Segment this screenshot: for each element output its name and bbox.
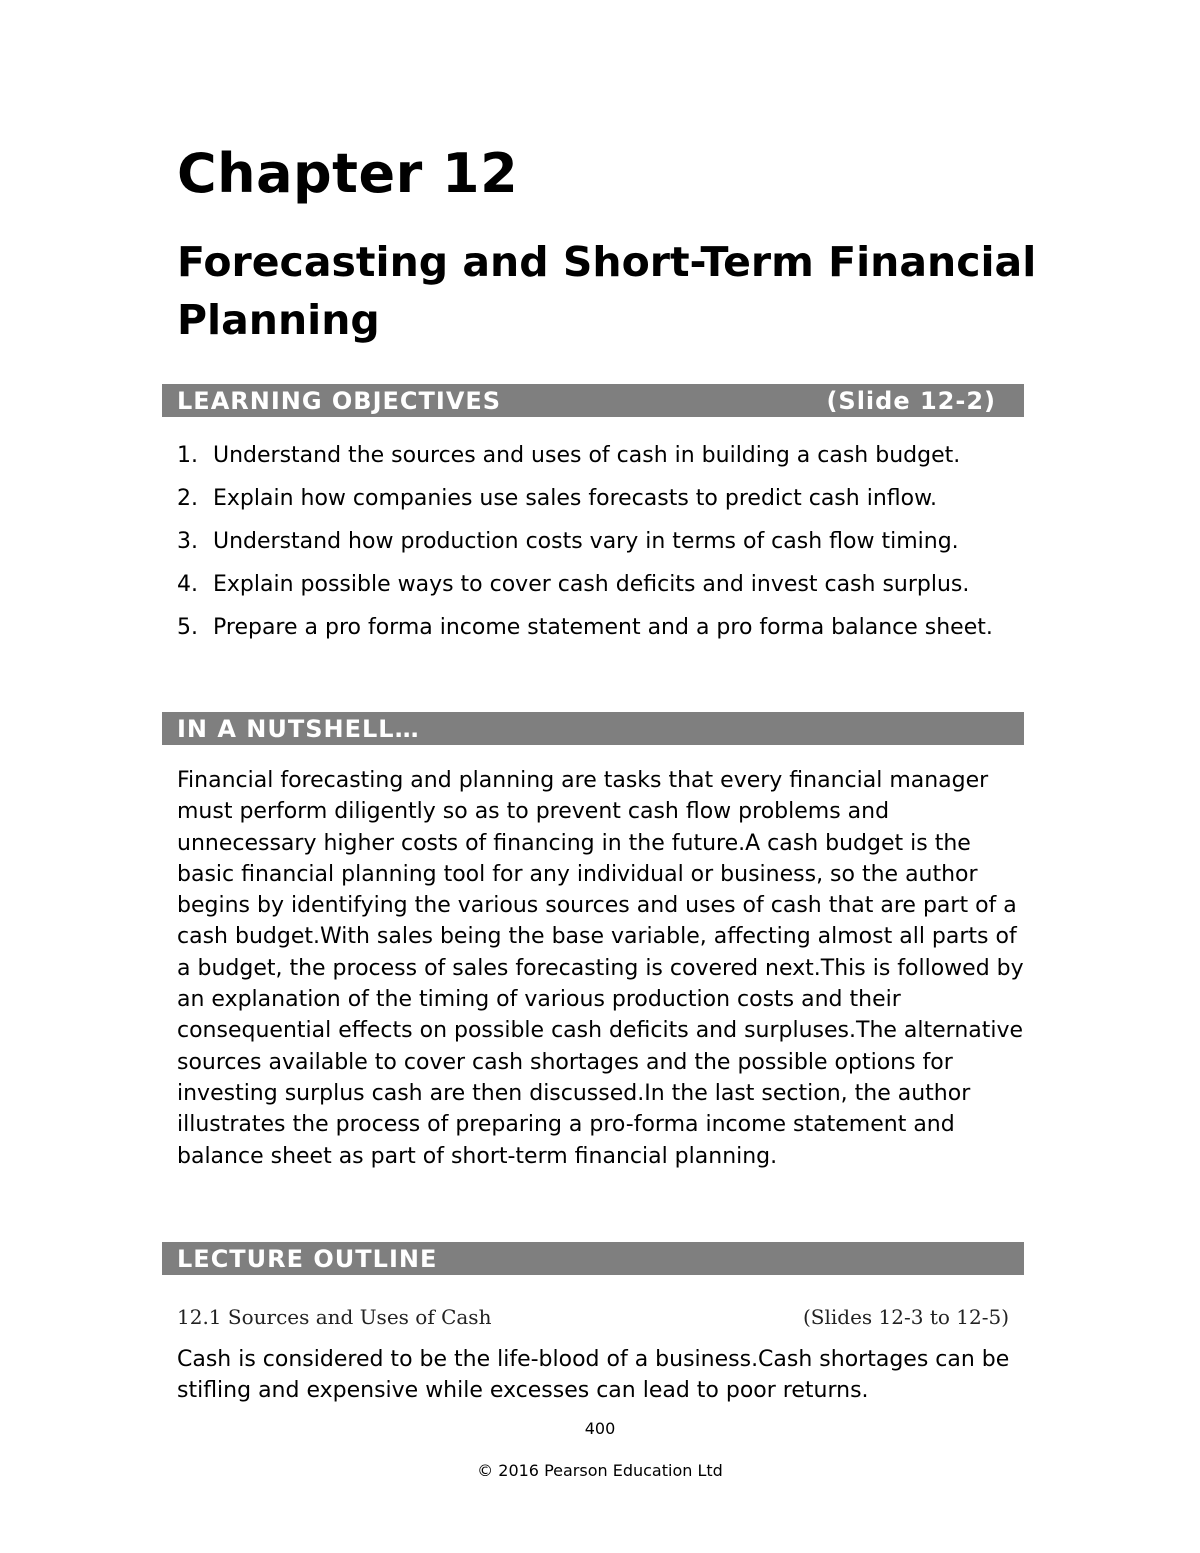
list-item bbox=[177, 526, 1027, 557]
list-item-number: 3. bbox=[177, 529, 198, 554]
learning-objectives-header bbox=[162, 384, 1024, 417]
list-item-text: Prepare a pro forma income statement and a pro forma balance sheet. bbox=[213, 615, 993, 640]
outline-section-title: 12.1 Sources and Uses of Cash bbox=[177, 1305, 492, 1329]
list-item-text: Explain possible ways to cover cash deficits and invest cash surplus. bbox=[213, 572, 970, 597]
list-item-text: Understand how production costs vary in terms of cash flow timing. bbox=[213, 529, 959, 554]
learning-objectives-list bbox=[177, 440, 1027, 655]
list-item-number: 1. bbox=[177, 443, 198, 468]
learning-objectives-heading: LEARNING OBJECTIVES bbox=[177, 387, 502, 415]
list-item-number: 5. bbox=[177, 615, 198, 640]
outline-section-heading bbox=[177, 1302, 1009, 1332]
page-number: 400 bbox=[584, 1419, 616, 1438]
copyright-notice: © 2016 Pearson Education Ltd bbox=[477, 1461, 723, 1480]
nutshell-heading: IN A NUTSHELL… bbox=[177, 715, 420, 743]
lecture-outline-header bbox=[162, 1242, 1024, 1275]
chapter-title: Chapter 12 bbox=[177, 142, 519, 205]
list-item-text: Explain how companies use sales forecasts to predict cash inflow. bbox=[213, 486, 938, 511]
list-item bbox=[177, 483, 1027, 514]
nutshell-header bbox=[162, 712, 1024, 745]
list-item-text: Understand the sources and uses of cash in building a cash budget. bbox=[213, 443, 961, 468]
list-item bbox=[177, 440, 1027, 471]
chapter-subtitle: Forecasting and Short-Term Financial Planning bbox=[177, 238, 1037, 344]
list-item-number: 2. bbox=[177, 486, 198, 511]
list-item bbox=[177, 612, 1027, 643]
nutshell-paragraph: Financial forecasting and planning are tasks that every financial manager must perform diligently so as to prevent cash flow problems and unnecessary higher costs of financing in the future.A cash budget is the basic financial planning tool for any individual or business, so the author begins by identifying the various sources and uses of cash that are part of a cash budget.With sales being the base variable, affecting almost all parts of a budget, the process of sales forecasting is covered next.This is followed by an explanation of the timing of various production costs and their consequential effects on possible cash deficits and surpluses.The alternative sources available to cover cash shortages and the possible options for investing surplus cash are then discussed.In the last section, the author illustrates the process of preparing a pro-forma income statement and balance sheet as part of short-term financial planning. bbox=[177, 768, 1024, 1169]
lecture-outline-heading: LECTURE OUTLINE bbox=[177, 1245, 438, 1273]
outline-section-slides: (Slides 12-3 to 12-5) bbox=[802, 1305, 1009, 1329]
list-item-number: 4. bbox=[177, 572, 198, 597]
outline-paragraph: Cash is considered to be the life-blood of a business.Cash shortages can be stifling and expensive while excesses can lead to poor returns. bbox=[177, 1347, 1010, 1403]
learning-objectives-slide-ref: (Slide 12-2) bbox=[826, 387, 996, 415]
list-item bbox=[177, 569, 1027, 600]
